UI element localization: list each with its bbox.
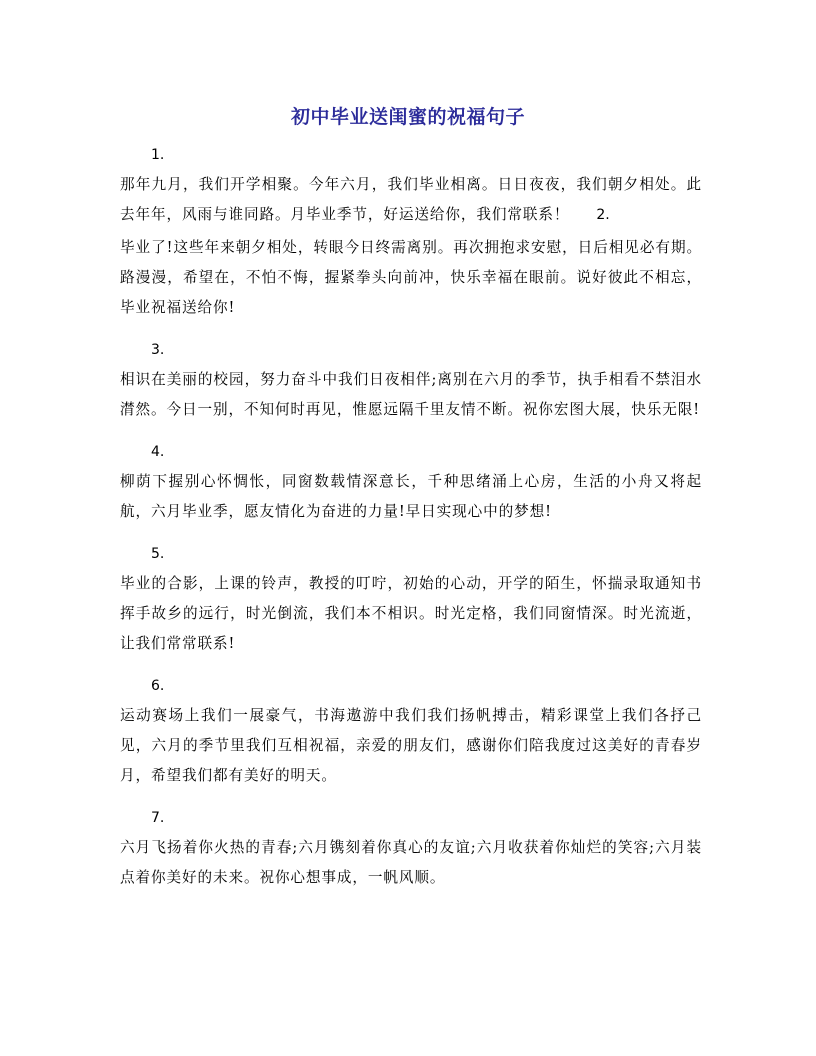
item-text-4: 柳荫下握别心怀惆怅，同窗数载情深意长，千种思绪涌上心房，生活的小舟又将起航，六月毕业季，愿友情化为奋进的力量!早日实现心中的梦想! (120, 473, 702, 520)
document-body (120, 140, 702, 896)
item-number-3: 3. (151, 342, 165, 358)
item-number-5: 5. (151, 546, 165, 562)
item-text-3: 相识在美丽的校园，努力奋斗中我们日夜相伴;离别在六月的季节，执手相看不禁泪水潸然。今日一别，不知何时再见，惟愿远隔千里友情不断。祝你宏图大展，快乐无限! (120, 371, 702, 418)
item-text-7: 六月飞扬着你火热的青春;六月镌刻着你真心的友谊;六月收获着你灿烂的笑容;六月装点着你美好的未来。祝你心想事成，一帆风顺。 (120, 839, 702, 886)
item-number-6: 6. (151, 678, 165, 694)
item-number-1: 1. (151, 147, 165, 163)
item-text-2: 毕业了!这些年来朝夕相处，转眼今日终需离别。再次拥抱求安慰，日后相见必有期。路漫漫，希望在，不怕不悔，握紧拳头向前冲，快乐幸福在眼前。说好彼此不相忘，毕业祝福送给你! (120, 239, 702, 316)
item-text-5: 毕业的合影，上课的铃声，教授的叮咛，初始的心动，开学的陌生，怀揣录取通知书挥手故乡的远行，时光倒流，我们本不相识。时光定格，我们同窗情深。时光流逝，让我们常常联系! (120, 575, 702, 652)
item-text-1 (120, 170, 702, 230)
item-text-6: 运动赛场上我们一展豪气，书海遨游中我们我们扬帆搏击，精彩课堂上我们各抒己见，六月的季节里我们互相祝福，亲爱的朋友们，感谢你们陪我度过这美好的青春岁月，希望我们都有美好的明天。 (120, 707, 702, 784)
item-number-7: 7. (151, 810, 165, 826)
item-number-2: 2. (596, 207, 610, 223)
item-number-4: 4. (151, 444, 165, 460)
item-text-1-body: 那年九月，我们开学相聚。今年六月，我们毕业相离。日日夜夜，我们朝夕相处。此去年年，风雨与谁同路。月毕业季节，好运送给你，我们常联系！ (120, 176, 702, 223)
document-title: 初中毕业送闺蜜的祝福句子 (290, 106, 525, 128)
